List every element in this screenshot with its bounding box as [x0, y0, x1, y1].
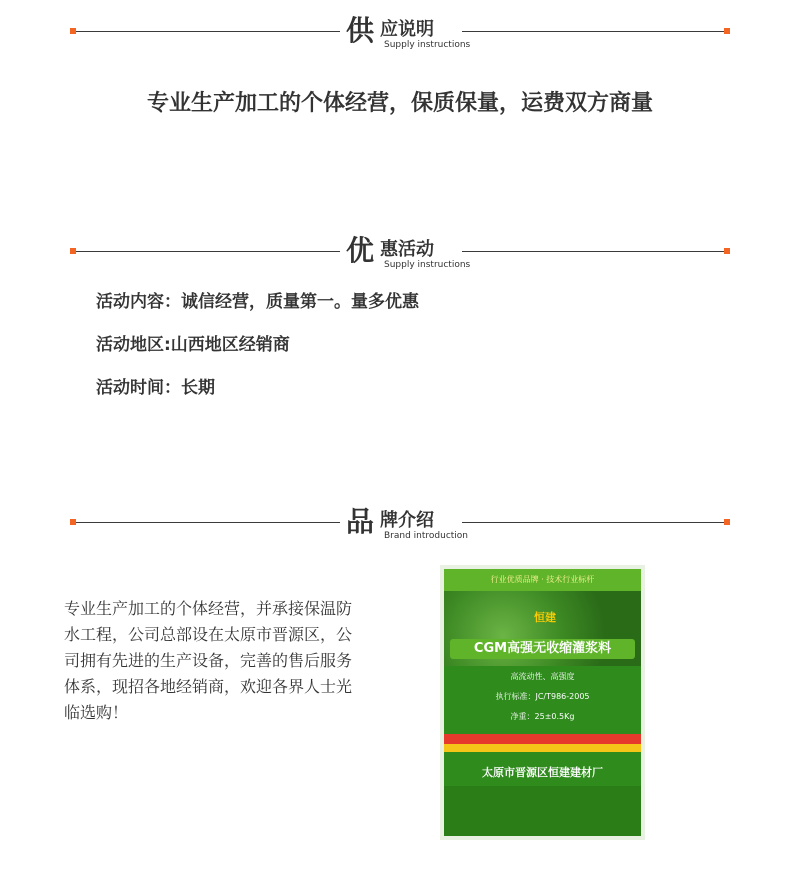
brand-description: 专业生产加工的个体经营，并承接保温防水工程，公司总部设在太原市晋源区，公司拥有先进的生产设备，完善的售后服务体系，现招各地经销商，欢迎各界人士光临选购！ [64, 599, 353, 722]
divider-line [76, 31, 340, 32]
section-title-small: 牌介绍 [380, 510, 434, 531]
section-title-big: 供 [346, 14, 375, 47]
divider-line [462, 251, 724, 252]
section-title-small: 惠活动 [380, 239, 434, 260]
accent-dot [724, 519, 730, 525]
section-header-brand [70, 505, 730, 548]
section-subtitle: Supply instructions [384, 40, 471, 50]
promo-duration: 活动时间：长期 [96, 378, 215, 398]
promo-list [96, 290, 419, 419]
divider-line [462, 31, 724, 32]
section-title-big: 优 [346, 234, 375, 267]
section-title-small: 应说明 [380, 19, 434, 40]
bag-company-name: 太原市晋源区恒建建材厂 [482, 766, 603, 779]
bag-yellow-stripe [444, 744, 641, 752]
section-subtitle: Supply instructions [384, 260, 471, 270]
bag-line-3: 净重：25±0.5Kg [510, 712, 575, 721]
divider-line [76, 251, 340, 252]
divider-line [462, 522, 724, 523]
promo-region: 活动地区:山西地区经销商 [96, 335, 290, 355]
bag-bottom [444, 786, 641, 836]
product-image [440, 565, 645, 840]
bag-line-1: 高流动性、高强度 [510, 672, 575, 681]
section-subtitle: Brand introduction [384, 531, 469, 541]
section-title-big: 品 [346, 505, 375, 538]
supply-description: 专业生产加工的个体经营，保质保量，运费双方商量 [146, 91, 653, 116]
promo-content: 活动内容：诚信经营，质量第一。量多优惠 [96, 292, 419, 312]
section-header-supply [70, 14, 730, 57]
section-header-promo [70, 234, 730, 277]
bag-red-stripe [444, 734, 641, 744]
bag-logo: 恒建 [534, 611, 556, 624]
divider-line [76, 522, 340, 523]
bag-line-2: 执行标准：JC/T986-2005 [495, 692, 590, 701]
bag-top-text: 行业优质品牌 · 技术行业标杆 [444, 569, 641, 591]
accent-dot [724, 28, 730, 34]
accent-dot [724, 248, 730, 254]
bag-product-name: CGM高强无收缩灌浆料 [450, 639, 635, 659]
product-bag [444, 569, 641, 836]
